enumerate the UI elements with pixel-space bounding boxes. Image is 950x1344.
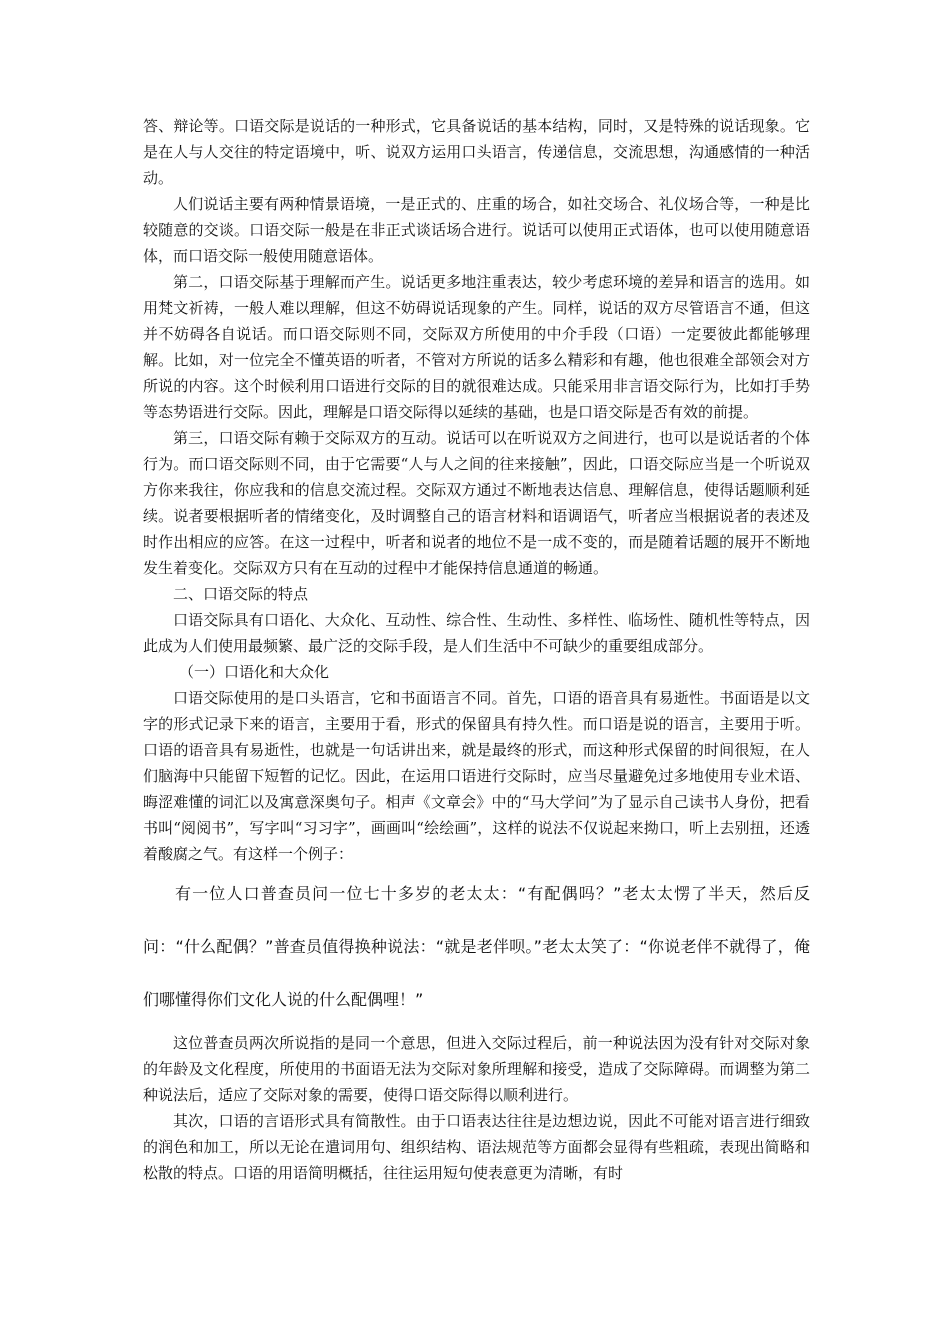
paragraph-features: 口语交际具有口语化、大众化、互动性、综合性、生动性、多样性、临场性、随机性等特点，因此成为人们使用最频繁、最广泛的交际手段，是人们生活中不可缺少的重要组成部分。 — [143, 611, 810, 655]
paragraph-continuation: 答、辩论等。口语交际是说话的一种形式，它具备说话的基本结构，同时，又是特殊的说话现象。它是在人与人交往的特定语境中，听、说双方运用口头语言，传递信息，交流思想，沟通感情的一种活动。 — [143, 117, 810, 187]
paragraph-secondly: 其次，口语的言语形式具有简散性。由于口语表达往往是边想边说，因此不可能对语言进行细致的润色和加工，所以无论在遣词用句、组织结构、语法规范等方面都会显得有些粗疏，表现出简略和松散的特点。口语的用语简明概括，往往运用短句使表意更为清晰，有时 — [143, 1112, 810, 1182]
paragraph-third-point: 第三，口语交际有赖于交际双方的互动。说话可以在听说双方之间进行，也可以是说话者的个体行为。而口语交际则不同，由于它需要“人与人之间的往来接触”，因此，口语交际应当是一个听说双方你来我往，你应我和的信息交流过程。交际双方通过不断地表达信息、理解信息，使得话题顺利延续。说者要根据听者的情绪变化，及时调整自己的语言材料和语调语气，听者应当根据说者的表述及时作出相应的应答。在这一过程中，听者和说者的地位不是一成不变的，而是随着话题的展开不断地发生着变化。交际双方只有在互动的过程中才能保持信息通道的畅通。 — [143, 429, 810, 577]
subsection-heading: （一）口语化和大众化 — [179, 663, 330, 681]
paragraph-oral-language: 口语交际使用的是口头语言，它和书面语言不同。首先，口语的语音具有易逝性。书面语是以文字的形式记录下来的语言，主要用于看，形式的保留具有持久性。而口语是说的语言，主要用于听。口语的语音具有易逝性，也就是一句话讲出来，就是最终的形式，而这种形式保留的时间很短，在人们脑海中只能留下短暂的记忆。因此，在运用口语进行交际时，应当尽量避免过多地使用专业术语、晦涩难懂的词汇以及寓意深奥句子。相声《文章会》中的“马大学问”为了显示自己读书人身份，把看书叫“阅阅书”，写字叫“习习字”，画画叫“绘绘画”，这样的说法不仅说起来拗口，听上去别扭，还透着酸腐之气。有这样一个例子： — [143, 689, 810, 863]
example-dialogue: 有一位人口普查员问一位七十多岁的老太太：“有配偶吗？”老太太愣了半天，然后反问：“什么配偶？”普查员值得换种说法：“就是老伴呗。”老太太笑了：“你说老伴不就得了，俺们哪懂得你们文化人说的什么配偶哩！” — [143, 884, 810, 1009]
paragraph-speech-contexts: 人们说话主要有两种情景语境，一是正式的、庄重的场合，如社交场合、礼仪场合等，一种是比较随意的交谈。口语交际一般是在非正式谈话场合进行。说话可以使用正式语体，也可以使用随意语体，而口语交际一般使用随意语体。 — [143, 195, 810, 265]
paragraph-second-point: 第二，口语交际基于理解而产生。说话更多地注重表达，较少考虑环境的差异和语言的选用。如用梵文祈祷，一般人难以理解，但这不妨碍说话现象的产生。同样，说话的双方尽管语言不通，但这并不妨碍各自说话。而口语交际则不同，交际双方所使用的中介手段（口语）一定要彼此都能够理解。比如，对一位完全不懂英语的听者，不管对方所说的话多么精彩和有趣，他也很难全部领会对方所说的内容。这个时候利用口语进行交际的目的就很难达成。只能采用非言语交际行为，比如打手势等态势语进行交际。因此，理解是口语交际得以延续的基础，也是口语交际是否有效的前提。 — [143, 273, 810, 421]
section-heading: 二、口语交际的特点 — [173, 585, 309, 603]
document-body — [143, 113, 810, 1186]
paragraph-example-analysis: 这位普查员两次所说指的是同一个意思，但进入交际过程后，前一种说法因为没有针对交际对象的年龄及文化程度，所使用的书面语无法为交际对象所理解和接受，造成了交际障碍。而调整为第二种说法后，适应了交际对象的需要，使得口语交际得以顺利进行。 — [143, 1034, 810, 1104]
